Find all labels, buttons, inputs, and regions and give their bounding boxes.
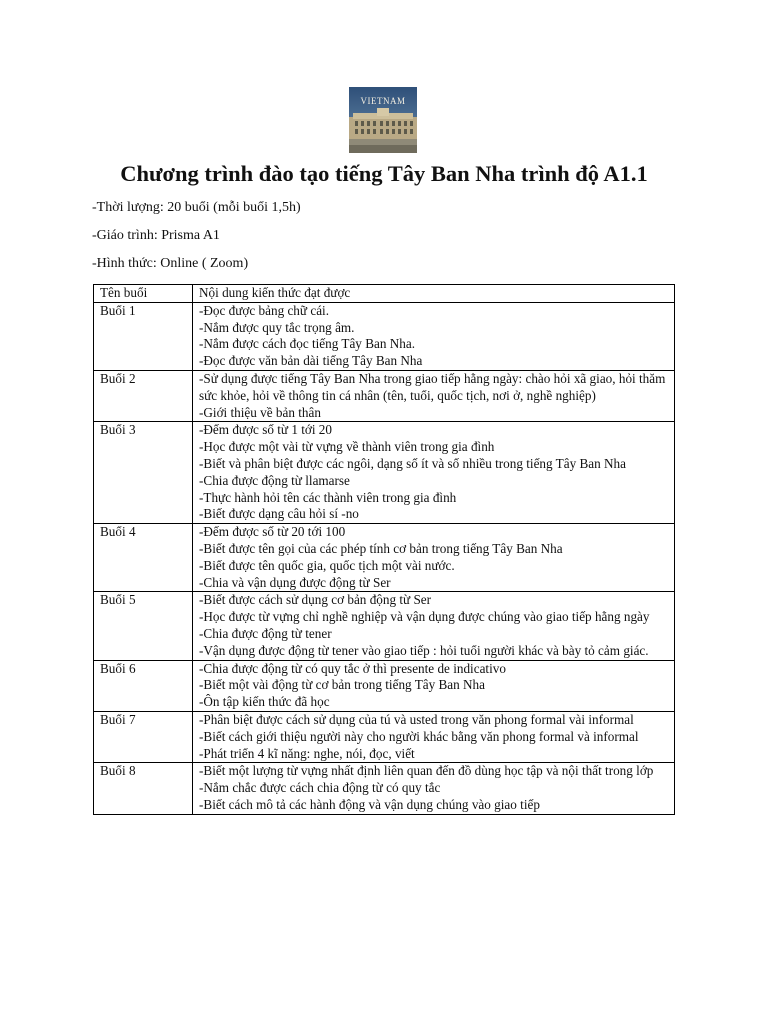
table-row [94, 302, 675, 370]
content-cell [193, 422, 675, 524]
format-text: -Hình thức: Online ( Zoom) [92, 256, 249, 271]
content-line: -Chia và vận dụng được động từ Ser [199, 574, 391, 590]
session-cell: Buổi 7 [94, 711, 193, 762]
content-line: -Biết được dạng câu hỏi sí -no [199, 506, 359, 522]
content-cell [193, 711, 675, 762]
content-line: -Nắm được cách đọc tiếng Tây Ban Nha. [199, 336, 416, 352]
content-line: -Biết một lượng từ vựng nhất định liên quan đến đồ dùng học tập và nội thất trong lớp [199, 763, 654, 779]
table-body [94, 302, 675, 814]
content-line: -Chia được động từ có quy tắc ở thì presente de indicativo [199, 660, 506, 676]
logo-text: VIETNAM [360, 96, 406, 106]
content-line: -Phân biệt được cách sử dụng của tú và usted trong văn phong formal vài informal [199, 711, 634, 727]
content-line: -Đếm được số từ 20 tới 100 [199, 524, 346, 540]
content-line: -Giới thiệu về bản thân [199, 404, 321, 420]
header-content: Nội dung kiến thức đạt được [193, 285, 675, 303]
content-line: -Học được từ vựng chỉ nghề nghiệp và vận dụng được chúng vào giao tiếp hằng ngày [199, 609, 650, 625]
content-line: -Phát triển 4 kĩ năng: nghe, nói, đọc, viết [199, 745, 415, 761]
content-line: -Nắm được quy tắc trọng âm. [199, 319, 355, 335]
content-cell [193, 524, 675, 592]
content-cell [193, 660, 675, 711]
content-line: -Biết một vài động từ cơ bản trong tiếng Tây Ban Nha [199, 677, 485, 693]
session-cell: Buổi 2 [94, 370, 193, 421]
table-row [94, 422, 675, 524]
table-row [94, 592, 675, 660]
vietnam-logo-image [349, 87, 417, 153]
content-line: -Nắm chắc được cách chia động từ có quy tắc [199, 780, 441, 796]
table-row [94, 370, 675, 421]
content-line: -Biết cách giới thiệu người này cho người khác bằng văn phong formal và informal [199, 728, 639, 744]
table-row [94, 524, 675, 592]
table-row [94, 711, 675, 762]
session-cell: Buổi 5 [94, 592, 193, 660]
session-cell: Buổi 3 [94, 422, 193, 524]
content-line: -Sử dụng được tiếng Tây Ban Nha trong giao tiếp hằng ngày: chào hỏi xã giao, hỏi thăm sức khỏe, hỏi về thông tin cá nhân (tên, tuổi, quốc tịch, nơi ở, nghề nghiệp) [199, 370, 666, 403]
content-cell [193, 763, 675, 814]
content-line: -Biết được cách sử dụng cơ bản động từ Ser [199, 592, 432, 608]
content-line: -Biết và phân biệt được các ngôi, dạng số ít và số nhiều trong tiếng Tây Ban Nha [199, 455, 626, 471]
content-line: -Vận dụng được động từ tener vào giao tiếp : hỏi tuổi người khác và bày tỏ cảm giác. [199, 642, 649, 658]
content-line: -Thực hành hỏi tên các thành viên trong gia đình [199, 489, 457, 505]
content-line: -Biết cách mô tả các hành động và vận dụng chúng vào giao tiếp [199, 796, 540, 812]
content-cell [193, 302, 675, 370]
content-line: -Đếm được số từ 1 tới 20 [199, 422, 332, 438]
session-cell: Buổi 8 [94, 763, 193, 814]
syllabus-table [93, 284, 675, 815]
content-line: -Chia được động từ tener [199, 625, 332, 641]
content-line: -Biết được tên quốc gia, quốc tịch một vài nước. [199, 557, 455, 573]
content-line: -Học được một vài từ vựng về thành viên trong gia đình [199, 439, 495, 455]
content-line: -Đọc được văn bản dài tiếng Tây Ban Nha [199, 353, 423, 369]
header-session: Tên buổi [94, 285, 193, 303]
document-title: Chương trình đào tạo tiếng Tây Ban Nha trình độ A1.1 [120, 161, 648, 186]
session-cell: Buổi 4 [94, 524, 193, 592]
table-header-row [94, 285, 675, 303]
table-row [94, 763, 675, 814]
content-line: -Đọc được bảng chữ cái. [199, 302, 330, 318]
content-line: -Ôn tập kiến thức đã học [199, 694, 330, 710]
content-line: -Biết được tên gọi của các phép tính cơ bản trong tiếng Tây Ban Nha [199, 540, 563, 556]
textbook-text: -Giáo trình: Prisma A1 [92, 228, 220, 243]
duration-text: -Thời lượng: 20 buổi (mỗi buổi 1,5h) [92, 200, 301, 215]
table-row [94, 660, 675, 711]
content-cell [193, 592, 675, 660]
content-cell [193, 370, 675, 421]
session-cell: Buổi 6 [94, 660, 193, 711]
session-cell: Buổi 1 [94, 302, 193, 370]
content-line: -Chia được động từ llamarse [199, 472, 350, 488]
